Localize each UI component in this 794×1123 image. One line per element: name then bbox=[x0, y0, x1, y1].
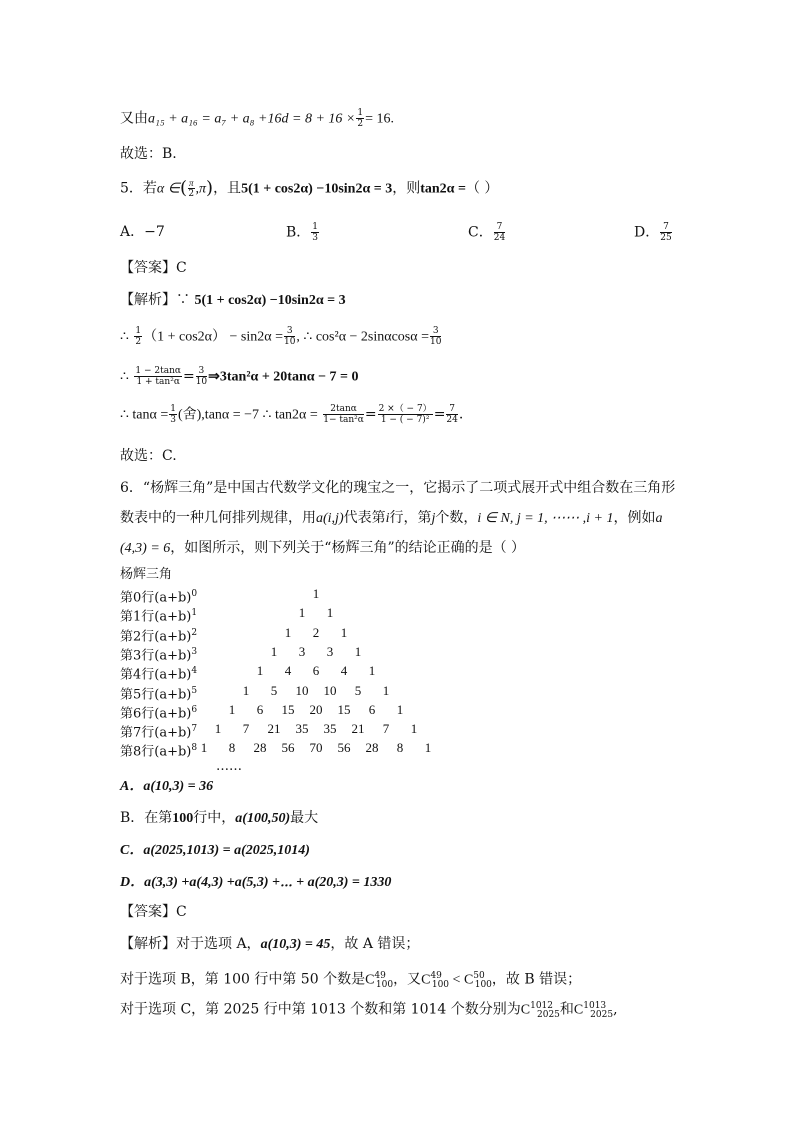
triangle-number: 10 bbox=[295, 682, 309, 698]
q6-stem-2: 数表中的一种几何排列规律，用a(i,j)代表第i行，第j个数，i ∈ N, j = 1, ⋯⋯ ,i + 1，例如a bbox=[120, 510, 663, 526]
triangle-number: 70 bbox=[309, 740, 323, 756]
triangle-row-label: 第0行$(a+b)^0$ bbox=[120, 589, 198, 606]
q6-option-b: B．在第100行中，a(100,50)最大 bbox=[120, 810, 319, 826]
triangle-number: 1 bbox=[228, 701, 236, 717]
triangle-row-label: 第5行$(a+b)^5$ bbox=[120, 685, 198, 702]
triangle-number: 1 bbox=[256, 663, 264, 679]
q6-option-a: A．a(10,3) = 36 bbox=[120, 779, 214, 794]
q6-analysis-2: 对于选项 B，第 100 行中第 50 个数是$C^{49}_{100}$，又$C^{49}_{100} < C^{50}_{100}$，故 B 错误； bbox=[120, 971, 582, 991]
q6-stem-1: 6．“杨辉三角”是中国古代数学文化的瑰宝之一，它揭示了二项式展开式中组合数在三角形 bbox=[120, 480, 676, 496]
triangle-row-label: 第6行$(a+b)^6$ bbox=[120, 704, 198, 722]
triangle-number: 1 bbox=[382, 682, 390, 698]
triangle-number: 6 bbox=[368, 701, 376, 717]
triangle-row bbox=[120, 643, 520, 664]
triangle-number: 35 bbox=[323, 721, 337, 737]
conclusion-b: 故选：B. bbox=[120, 146, 177, 162]
q5-analysis-4: ∴ tanα = $\frac{1}{3}$ (舍),tanα = −7 ∴ tan2α = $\frac{2\tan\alpha}{\text{1− tan²α}}$ = $\frac{2 \times( - 7)}{\text{1 − ( − 7)²}}$ = $\frac{7}{24}$ . bbox=[120, 404, 464, 425]
triangle-number: 20 bbox=[309, 701, 323, 717]
triangle-row bbox=[120, 585, 520, 606]
triangle-ellipsis: …… bbox=[216, 759, 242, 774]
triangle-number: 28 bbox=[365, 740, 379, 756]
q5-analysis-3: ∴ $\frac{1 - 2\tan\alpha}{\text{1 + tan²α}}$ = $\frac{3}{10}$ ⇒3tan²α + 20tanα − 7 = 0 bbox=[120, 366, 359, 387]
triangle-number: 6 bbox=[256, 701, 264, 717]
solution-line-1: 又由a₁₅ + a₁₆ = a₇ + a₈ +16d = 8 + 16 × $\frac{1}{2}$ = 16. bbox=[120, 108, 394, 129]
q6-analysis-1: 【解析】对于选项 A，a(10,3) = 45，故 A 错误； bbox=[120, 936, 420, 952]
triangle-number: 8 bbox=[396, 740, 404, 756]
triangle-number: 7 bbox=[382, 721, 390, 737]
triangle-number: 3 bbox=[298, 643, 306, 659]
triangle-number: 7 bbox=[242, 721, 250, 737]
q5-option-a: A．−7 bbox=[120, 224, 165, 240]
triangle-row-label: 第1行$(a+b)^1$ bbox=[120, 608, 198, 625]
triangle-number: 15 bbox=[281, 701, 295, 717]
triangle-number: 21 bbox=[267, 721, 281, 737]
q5-option-d: D． $\frac{7}{25}$ bbox=[634, 222, 672, 243]
triangle-number: 1 bbox=[354, 643, 362, 659]
q5-stem: 5．若α ∈( $\frac{\pi}{2}$ ,π)，且5(1 + cos2α) −10sin2α = 3，则tan2α =（ ） bbox=[120, 177, 499, 199]
triangle-number: 28 bbox=[253, 740, 267, 756]
triangle-row-label: 第7行$(a+b)^7$ bbox=[120, 724, 198, 741]
triangle-row bbox=[120, 662, 520, 683]
triangle-number: 1 bbox=[368, 663, 376, 679]
triangle-number: 1 bbox=[410, 721, 418, 737]
triangle-number: 10 bbox=[323, 682, 337, 698]
triangle-number: 1 bbox=[284, 624, 292, 640]
q5-analysis-2: ∴ $\frac{1}{2}$ （1 + cos2α） − sin2α = $\frac{3}{10}$ , ∴ cos²α − 2sinαcosα = $\frac{3}{10}$ bbox=[120, 326, 442, 347]
triangle-row bbox=[120, 739, 520, 760]
triangle-number: 15 bbox=[337, 701, 351, 717]
triangle-number: 1 bbox=[424, 740, 432, 756]
triangle-row bbox=[120, 624, 520, 642]
triangle-number: 1 bbox=[242, 682, 250, 698]
triangle-row bbox=[120, 604, 520, 625]
q5-conclusion: 故选：C. bbox=[120, 448, 177, 464]
triangle-row-label: 第8行$(a+b)^8$ bbox=[120, 743, 198, 760]
q6-answer: 【答案】C bbox=[120, 904, 187, 920]
fraction-half: $\frac{1}{2}$ bbox=[357, 108, 364, 129]
q6-option-d: D．a(3,3) +a(4,3) +a(5,3) +⋯ + a(20,3) = 1330 bbox=[120, 875, 392, 890]
triangle-number: 21 bbox=[351, 721, 365, 737]
triangle-row-label: 第2行$(a+b)^2$ bbox=[120, 627, 198, 644]
triangle-number: 1 bbox=[270, 643, 278, 659]
triangle-number: 6 bbox=[312, 663, 320, 679]
triangle-number: 1 bbox=[298, 605, 306, 621]
q6-analysis-3: 对于选项 C，第 2025 行中第 1013 个数和第 1014 个数分别为$C^{1012}_{2025}$和$C^{1013}_{2025}$, bbox=[120, 1001, 618, 1021]
triangle-number: 1 bbox=[214, 721, 222, 737]
triangle-number: 56 bbox=[337, 740, 351, 756]
q5-option-c: C． $\frac{7}{24}$ bbox=[468, 222, 506, 243]
triangle-row-label: 第4行$(a+b)^4$ bbox=[120, 666, 198, 683]
triangle-row bbox=[120, 701, 520, 722]
triangle-number: 3 bbox=[326, 643, 334, 659]
triangle-number: 2 bbox=[312, 624, 320, 640]
q6-stem-3: (4,3) = 6，如图所示，则下列关于“杨辉三角”的结论正确的是（ ） bbox=[120, 540, 526, 556]
q6-option-c: C．a(2025,1013) = a(2025,1014) bbox=[120, 843, 310, 858]
triangle-number: 4 bbox=[284, 663, 292, 679]
triangle-number: 1 bbox=[326, 605, 334, 621]
triangle-row bbox=[120, 682, 520, 700]
q5-analysis-1: 【解析】∵ 5(1 + cos2α) −10sin2α = 3 bbox=[120, 292, 346, 308]
triangle-number: 1 bbox=[340, 624, 348, 640]
triangle-title: 杨辉三角 bbox=[120, 567, 173, 582]
triangle-number: 56 bbox=[281, 740, 295, 756]
triangle-number: 8 bbox=[228, 740, 236, 756]
triangle-number: 1 bbox=[200, 740, 208, 756]
q5-answer: 【答案】C bbox=[120, 260, 187, 276]
triangle-number: 5 bbox=[270, 682, 278, 698]
triangle-number: 35 bbox=[295, 721, 309, 737]
triangle-number: 1 bbox=[396, 701, 404, 717]
triangle-row-label: 第3行$(a+b)^3$ bbox=[120, 646, 198, 664]
triangle-number: 1 bbox=[312, 586, 320, 601]
triangle-number: 4 bbox=[340, 663, 348, 679]
triangle-number: 5 bbox=[354, 682, 362, 698]
triangle-row bbox=[120, 720, 520, 741]
q5-option-b: B． $\frac{1}{3}$ bbox=[286, 222, 319, 243]
